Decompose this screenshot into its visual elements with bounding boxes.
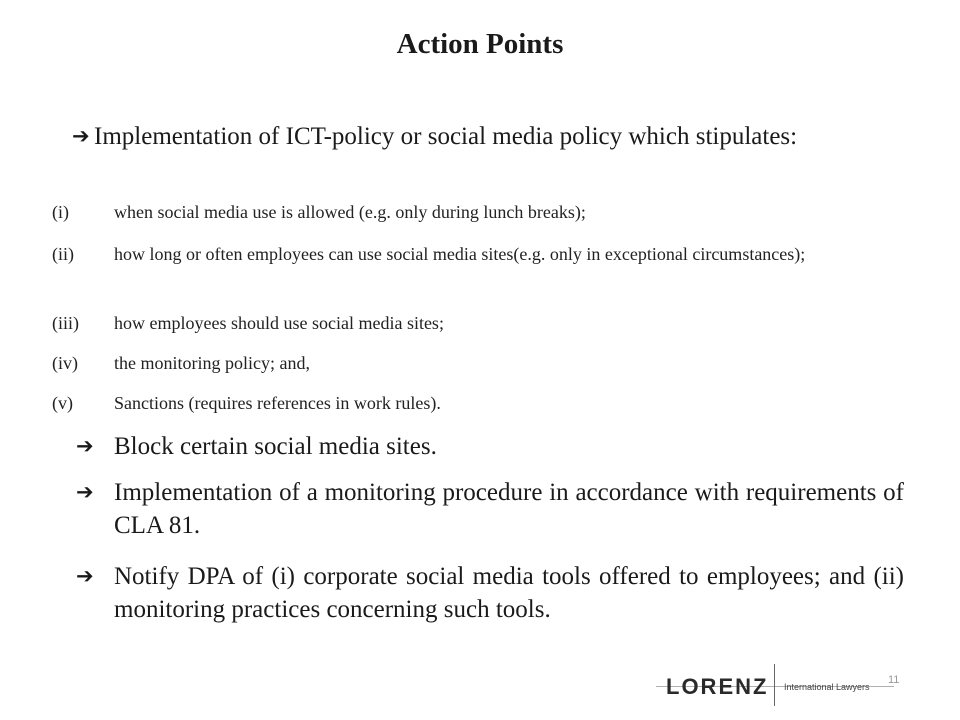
subitem-text: when social media use is allowed (e.g. only during lunch breaks); [114, 202, 586, 222]
subitem-number: (iv) [52, 353, 78, 373]
logo-tagline: International Lawyers [784, 682, 870, 692]
subitem-iv [52, 350, 904, 376]
subitem-text: the monitoring policy; and, [114, 353, 310, 373]
subitem-number: (ii) [52, 244, 74, 264]
subitem-text: Sanctions (requires references in work rules). [114, 393, 441, 413]
bullet-text: Implementation of a monitoring procedure in accordance with requirements of CLA 81. [114, 479, 904, 539]
subitem-i [52, 199, 904, 225]
arrow-right-icon: ➔ [72, 124, 90, 148]
bullet-text: Block certain social media sites. [114, 433, 437, 460]
subitem-number: (iii) [52, 313, 79, 333]
subitem-text: how long or often employees can use social media sites(e.g. only in exceptional circumstances); [114, 244, 806, 264]
arrow-right-icon: ➔ [76, 564, 94, 588]
subitem-iii [52, 310, 904, 336]
bullet-ict-policy [72, 120, 904, 153]
bullet-block-sites [76, 430, 904, 463]
arrow-right-icon: ➔ [76, 434, 94, 458]
bullet-notify-dpa [76, 560, 904, 626]
lorenz-logo: LORENZ [666, 674, 769, 699]
subitem-ii [52, 241, 904, 267]
slide-title: Action Points [396, 28, 564, 60]
logo-separator [774, 664, 775, 706]
arrow-right-icon: ➔ [76, 480, 94, 504]
bullet-text: Notify DPA of (i) corporate social media tools offered to employees; and (ii) monitoring practices concerning such tools. [114, 563, 904, 623]
page-number: 11 [888, 674, 900, 686]
subitem-v [52, 390, 904, 416]
subitem-text: how employees should use social media sites; [114, 313, 444, 333]
subitem-number: (v) [52, 393, 73, 413]
bullet-text: Implementation of ICT-policy or social media policy which stipulates: [94, 123, 798, 150]
subitem-number: (i) [52, 202, 69, 222]
bullet-monitoring-procedure [76, 476, 904, 542]
